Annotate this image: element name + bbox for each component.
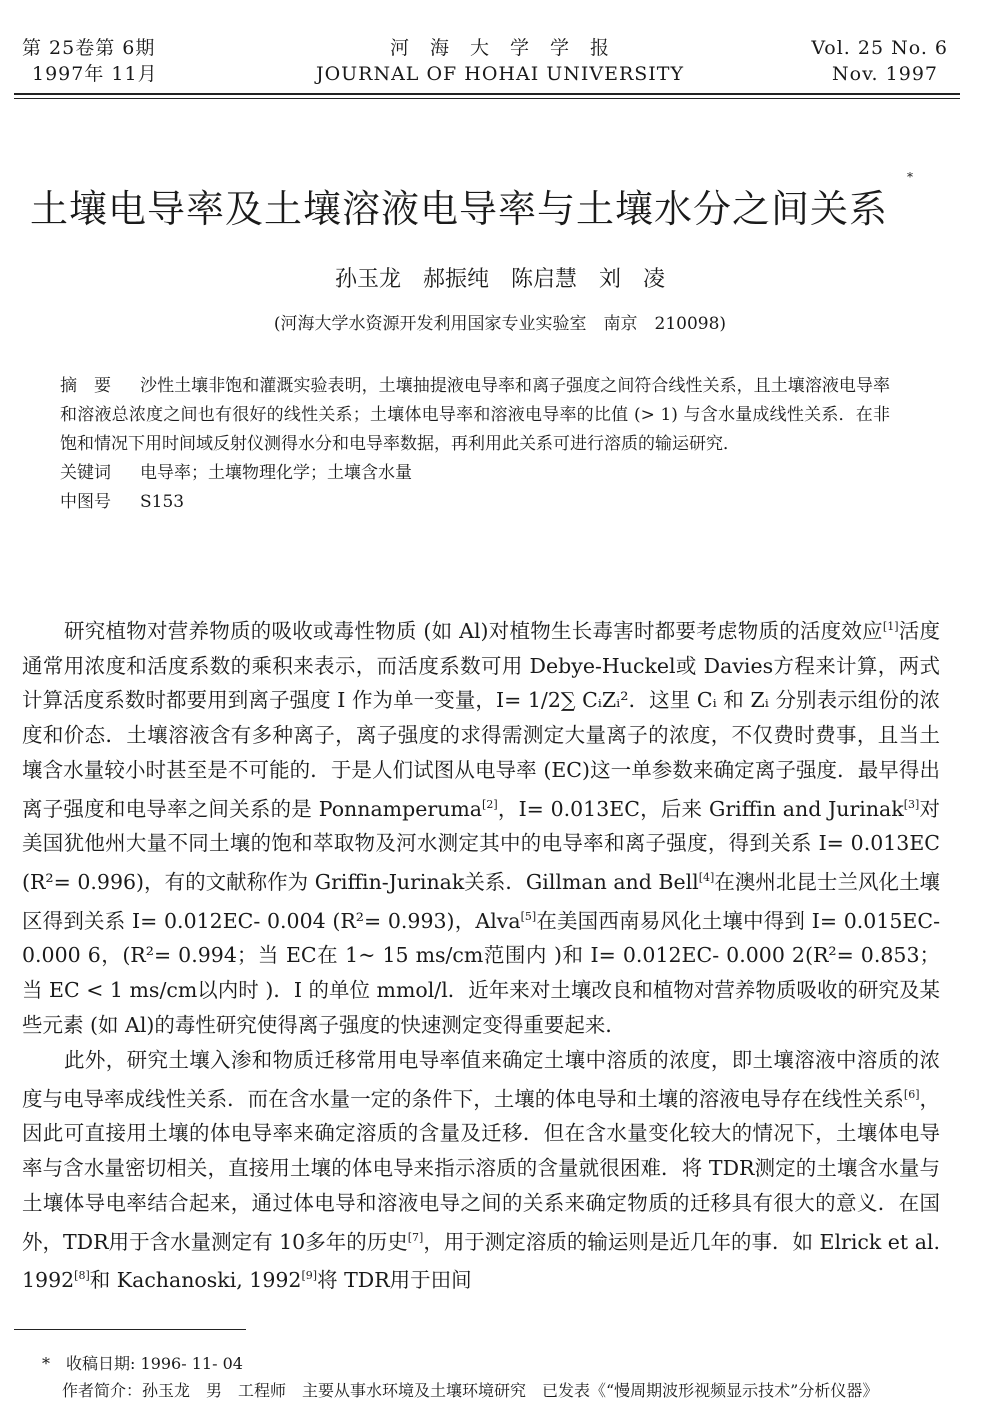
volume-issue-en: Vol. 25 No. 6 — [811, 37, 948, 59]
body-text — [22, 610, 940, 1298]
body-text-span: ，I= 0.013EC，后来 Griffin and Jurinak — [497, 796, 904, 821]
body-paragraph-1 — [22, 610, 940, 1043]
body-text-span: 此外，研究土壤入渗和物质迁移常用电导率值来确定土壤中溶质的浓度，即土壤溶液中溶质的浓度与电导率成线性关系．而在含水量一定的条件下，土壤的体电导和土壤的溶液电导存在线性关系 — [22, 1047, 940, 1111]
body-text-span: 活度通常用浓度和活度系数的乘积来表示，而活度系数可用 Debye-Huckel或 Davies方程来计算，两式计算活度系数时都要用到离子强度 I 作为单一变量，I= 1/2∑ CᵢZᵢ²．这里 Cᵢ 和 Zᵢ 分别表示组份的浓度和价态．土壤溶液含有多种离子，离子强度的求得需测定大量离子的浓度，不仅费时费事，且当土壤含水量较小时甚至是不可能的．于是人们试图从电导率 (EC)这一单参数来确定离子强度．最早得出离子强度和电导率之间关系的是 Ponnamperuma — [22, 618, 941, 821]
footnote-mark: * — [42, 1354, 50, 1373]
article-title: 土壤电导率及土壤溶液电导率与土壤水分之间关系 — [30, 187, 889, 231]
citation: [5] — [520, 909, 537, 923]
body-text-span: 和 Kachanoski, 1992 — [89, 1268, 302, 1293]
body-text-span: 研究植物对营养物质的吸收或毒性物质 (如 Al)对植物生长毒害时都要考虑物质的活度效应 — [64, 618, 883, 643]
body-text-span: 在澳州北昆士兰风化土壤区得到关系 I= 0.012EC- 0.004 (R²= 0.993)，Alva — [22, 870, 941, 933]
keywords-text: 电导率；土壤物理化学；土壤含水量 — [140, 463, 412, 483]
body-text-span: ，用于测定溶质的输运则是近几年的事．如 Elrick et al. 1992 — [22, 1229, 940, 1293]
affiliation: (河海大学水资源开发利用国家专业实验室 南京 210098) — [273, 314, 727, 334]
footnote-author-note: 作者简介：孙玉龙 男 工程师 主要从事水环境及土壤环境研究 已发表《“慢周期波形视频显示技术”分析仪器》 — [62, 1381, 879, 1400]
footnote-received — [42, 1351, 243, 1377]
body-text-span: 对美国犹他州大量不同土壤的饱和萃取物及河水测定其中的电导率和离子强度，得到关系 I= 0.013EC (R²= 0.996)，有的文献称作为 Griffin-Jurinak关系．Gillman and Bell — [22, 796, 941, 895]
abstract-text: 沙性土壤非饱和灌溉实验表明，土壤抽提液电导率和离子强度之间符合线性关系，且土壤溶液电导率和溶液总浓度之间也有很好的线性关系；土壤体电导率和溶液电导率的比值 (> 1) 与含水量成线性关系．在非饱和情况下用时间域反射仪测得水分和电导率数据，再利用此关系可进行溶质的输运研究． — [60, 376, 890, 454]
body-text-span: 将 TDR用于田间 — [317, 1268, 472, 1293]
citation: [3] — [903, 797, 920, 811]
citation: [6] — [903, 1087, 920, 1101]
keywords-line — [60, 459, 890, 488]
received-label: 收稿日期: — [66, 1354, 136, 1373]
abstract-paragraph — [60, 372, 890, 459]
body-paragraph-2 — [22, 1043, 940, 1298]
citation: [1] — [882, 620, 899, 633]
clc-label: 中图号 — [60, 492, 111, 512]
header-rule-thin — [14, 98, 960, 99]
citation: [4] — [698, 871, 715, 885]
citation: [2] — [482, 797, 498, 811]
citation: [8] — [74, 1269, 90, 1283]
body-text-span: 在美国西南易风化土壤中得到 I= 0.015EC- 0.000 6，(R²= 0.994；当 EC在 1~ 15 ms/cm范围内 )和 I= 0.012EC- 0.000 2(R²= 0.853；当 EC < 1 ms/cm以内时 )．I 的单位 mmol/l．近年来对土壤改良和植物对营养物质吸收的研究及某些元素 (如 Al)的毒性研究使得离子强度的快速测定变得重要起来． — [22, 908, 940, 1038]
abstract-block — [60, 372, 890, 517]
clc-line — [60, 488, 890, 517]
date-en: Nov. 1997 — [832, 63, 938, 85]
header-rule-thick — [14, 93, 960, 95]
volume-issue-cn: 第 25卷第 6期 — [22, 37, 156, 59]
journal-name-cn: 河 海 大 学 学 报 — [389, 37, 610, 59]
abstract-label: 摘 要 — [60, 376, 111, 396]
title-footnote-mark: * — [907, 170, 913, 184]
keywords-label: 关键词 — [60, 463, 111, 483]
journal-name-en: JOURNAL OF HOHAI UNIVERSITY — [315, 63, 685, 85]
citation: [7] — [407, 1230, 424, 1244]
date-cn: 1997年 11月 — [32, 63, 158, 85]
footnote-rule — [14, 1329, 246, 1330]
body-text-span: ，因此可直接用土壤的体电导率来确定溶质的含量及迁移．但在含水量变化较大的情况下，土壤体电导率与含水量密切相关，直接用土壤的体电导来指示溶质的含量就很困难．将 TDR测定的土壤含水量与土壤体导电率结合起来，通过体电导和溶液电导之间的关系来确定物质的迁移具有很大的意义．在国外，TDR用于含水量测定有 10多年的历史 — [22, 1086, 941, 1254]
clc-code: S153 — [140, 492, 185, 512]
received-date: 1996- 11- 04 — [140, 1354, 243, 1373]
citation: [9] — [301, 1269, 318, 1283]
author-list: 孙玉龙 郝振纯 陈启慧 刘 凌 — [334, 267, 665, 292]
